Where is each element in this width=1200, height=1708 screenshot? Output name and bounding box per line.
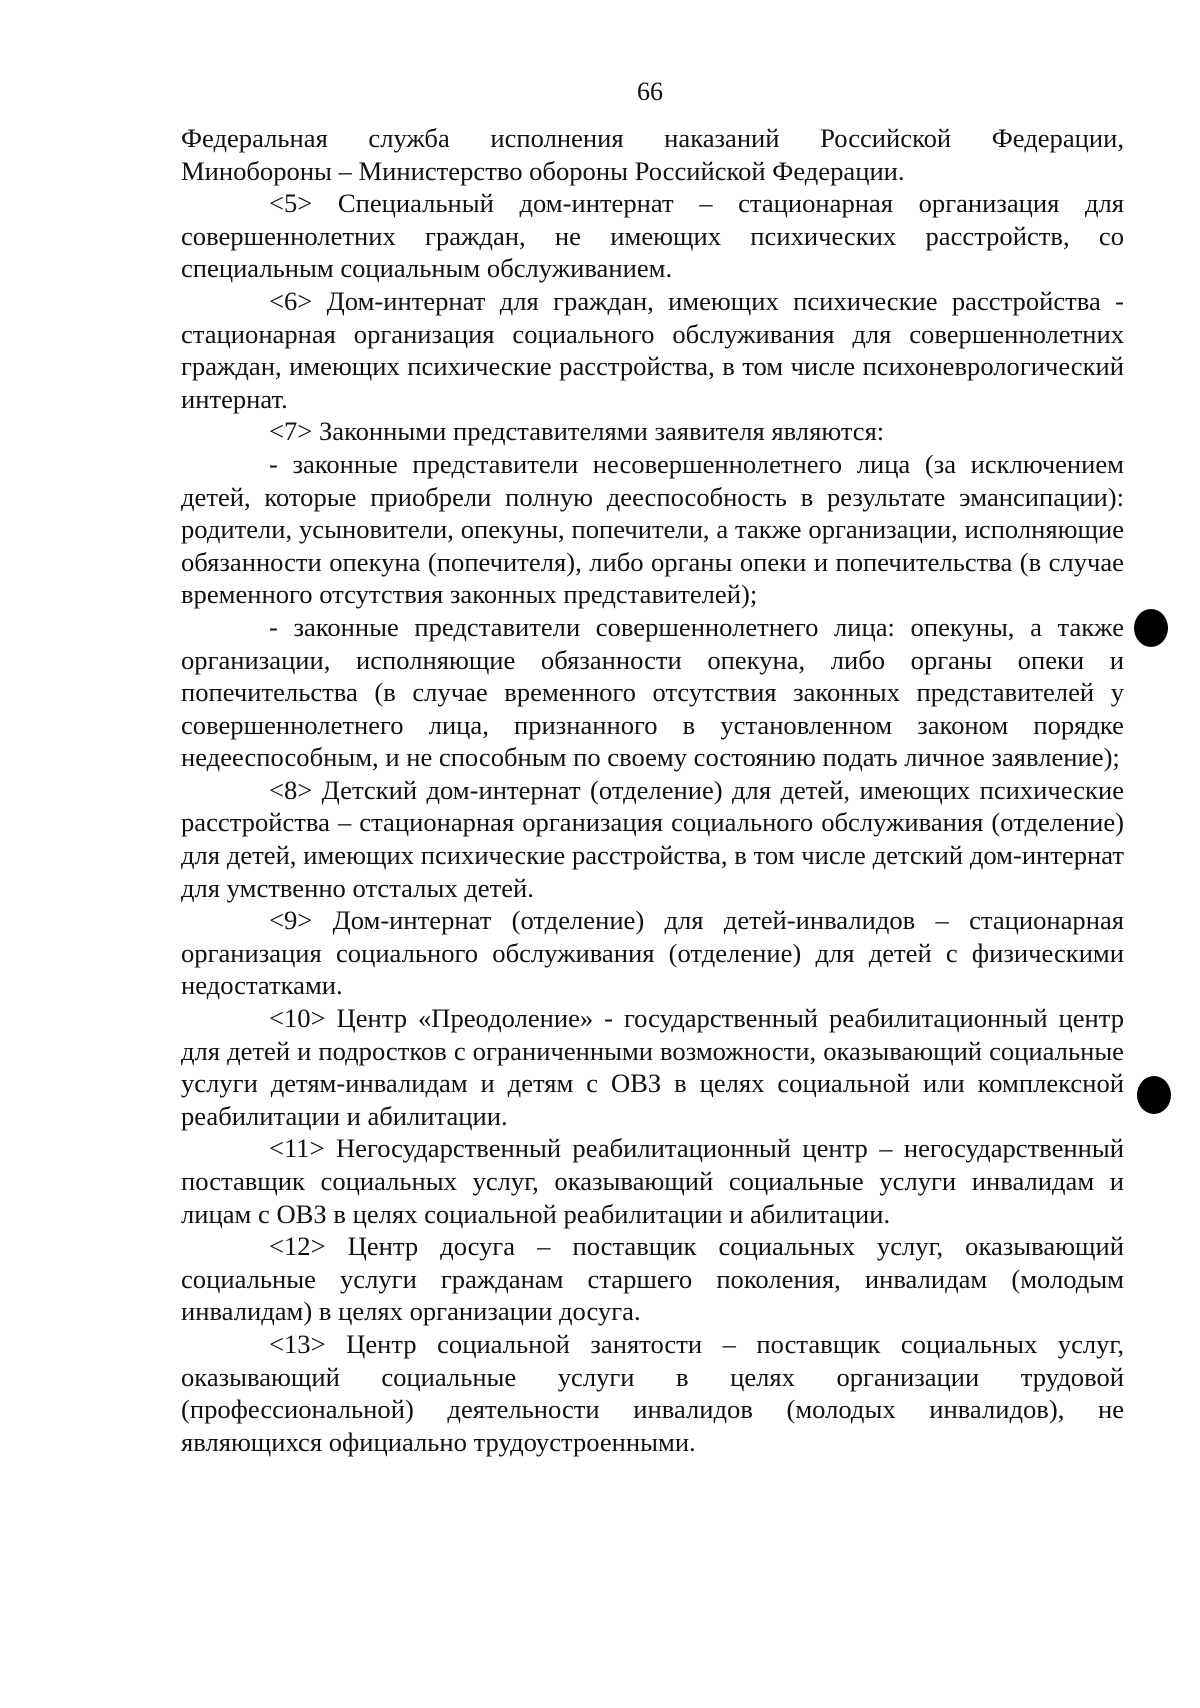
footnote-9: <9> Дом-интернат (отделение) для детей-инвалидов – стационарная организация социального обслуживания (отделение) для детей с физическими недостатками. xyxy=(181,905,1124,1001)
footnote-7: <7> Законными представителями заявителя являются: xyxy=(269,416,885,447)
binder-hole-mark xyxy=(1137,1076,1171,1114)
footnote-10: <10> Центр «Преодоление» - государственный реабилитационный центр для детей и подростков с ограниченными возможности, оказывающий социальные услуги детям-инвалидам и детям с ОВЗ в целях социальной или комплексной реабилитации и абилитации. xyxy=(181,1003,1124,1131)
footnote-6: <6> Дом-интернат для граждан, имеющих психические расстройства - стационарная организация социального обслуживания для совершеннолетних граждан, имеющих психические расстройства, в том числе психоневрологический интернат. xyxy=(181,285,1124,414)
paragraph-continuation-line-1: Федеральная служба исполнения наказаний Российской Федерации, xyxy=(181,123,1124,153)
page-number: 66 xyxy=(637,77,663,106)
footnote-12: <12> Центр досуга – поставщик социальных услуг, оказывающий социальные услуги гражданам старшего поколения, инвалидам (молодым инвалидам) в целях организации досуга. xyxy=(181,1231,1124,1327)
footnote-13: <13> Центр социальной занятости – поставщик социальных услуг, оказывающий социальные услуги в целях организации трудовой (профессиональной) деятельности инвалидов (молодых инвалидов), не являющихся официально трудоустроенными. xyxy=(181,1328,1124,1457)
binder-hole-mark xyxy=(1134,609,1168,647)
footnote-7-item-adults: - законные представители совершеннолетнего лица: опекуны, а также организации, исполняющие обязанности опекуна, либо органы опеки и попечительства (в случае временного отсутствия законных представителей у совершеннолетнего лица, признанного в установленном законом порядке недееспособным, и не способным по своему состоянию подать личное заявление); xyxy=(181,611,1124,773)
document-body xyxy=(181,122,1124,1458)
footnote-5: <5> Специальный дом-интернат – стационарная организация для совершеннолетних граждан, не имеющих психических расстройств, со специальным социальным обслуживанием. xyxy=(181,188,1124,284)
footnote-11: <11> Негосударственный реабилитационный центр – негосударственный поставщик социальных услуг, оказывающий социальные услуги инвалидам и лицам с ОВЗ в целях социальной реабилитации и абилитации. xyxy=(181,1133,1124,1229)
footnote-7-item-minors: - законные представители несовершеннолетнего лица (за исключением детей, которые приобрели полную дееспособность в результате эмансипации): родители, усыновители, опекуны, попечители, а также организации, исполняющие обязанности опекуна (попечителя), либо органы опеки и попечительства (в случае временного отсутствия законных представителей); xyxy=(181,448,1124,610)
paragraph-continuation-line-2: Минобороны – Министерство обороны Российской Федерации. xyxy=(181,155,905,186)
footnote-8: <8> Детский дом-интернат (отделение) для детей, имеющих психические расстройства – стационарная организация социального обслуживания (отделение) для детей, имеющих психические расстройства, в том числе детский дом-интернат для умственно отсталых детей. xyxy=(181,774,1124,903)
